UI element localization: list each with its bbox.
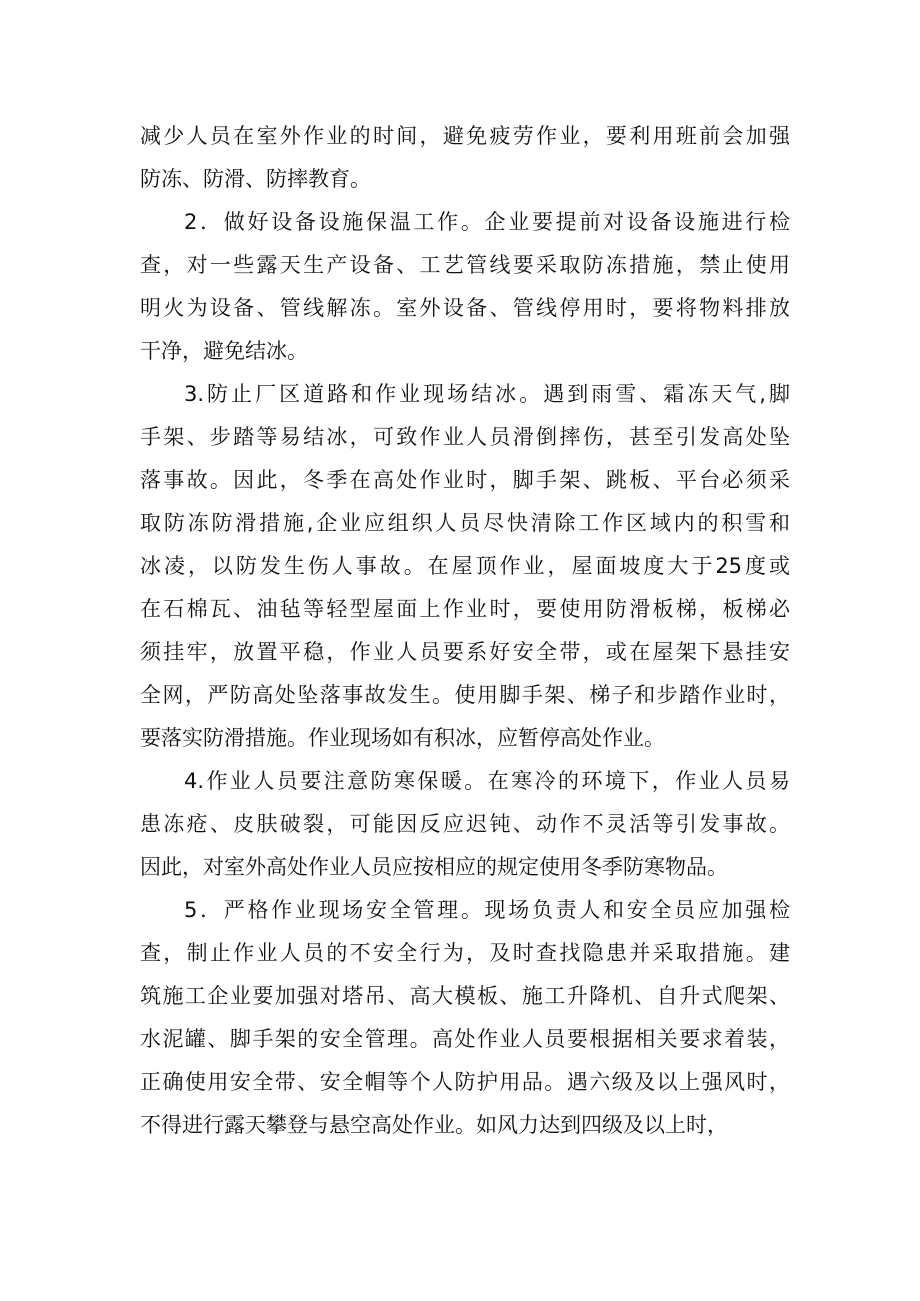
text-line: 须挂牢，放置平稳，作业人员要系好安全带，或在屋架下悬挂安 <box>140 640 790 664</box>
text-line: 查，对一些露天生产设备、工艺管线要采取防冻措施，禁止使用 <box>140 253 790 277</box>
text-line: 不得进行露天攀登与悬空高处作业。如风力达到四级及以上时， <box>140 1113 728 1137</box>
document-body <box>140 115 790 1147</box>
text-line: 减少人员在室外作业的时间，避免疲劳作业，要利用班前会加强 <box>140 124 790 148</box>
text-line: 患冻疮、皮肤破裂，可能因反应迟钝、动作不灵活等引发事故。 <box>140 812 790 836</box>
paragraph <box>140 115 790 201</box>
text-line: 要落实防滑措施。作业现场如有积冰，应暂停高处作业。 <box>140 726 665 750</box>
text-line: 干净，避免结冰。 <box>140 339 308 363</box>
text-line: 筑施工企业要加强对塔吊、高大模板、施工升降机、自升式爬架、 <box>140 984 790 1008</box>
text-line: 3.防止厂区道路和作业现场结冰。遇到雨雪、霜冻天气,脚 <box>184 382 790 406</box>
text-line: 明火为设备、管线解冻。室外设备、管线停用时，要将物料排放 <box>140 296 790 320</box>
text-line: 手架、步踏等易结冰，可致作业人员滑倒摔伤，甚至引发高处坠 <box>140 425 790 449</box>
text-line: 水泥罐、脚手架的安全管理。高处作业人员要根据相关要求着装， <box>140 1027 790 1051</box>
text-line: 冰凌，以防发生伤人事故。在屋顶作业，屋面坡度大于25度或 <box>140 554 790 578</box>
text-line: 2．做好设备设施保温工作。企业要提前对设备设施进行检 <box>184 210 790 234</box>
text-line: 落事故。因此，冬季在高处作业时，脚手架、跳板、平台必须采 <box>140 468 790 492</box>
text-line: 防冻、防滑、防摔教育。 <box>140 167 371 191</box>
paragraph <box>140 201 790 373</box>
text-line: 正确使用安全带、安全帽等个人防护用品。遇六级及以上强风时， <box>140 1070 790 1094</box>
text-line: 取防冻防滑措施,企业应组织人员尽快清除工作区域内的积雪和 <box>140 511 790 535</box>
text-line: 全网，严防高处坠落事故发生。使用脚手架、梯子和步踏作业时， <box>140 683 790 707</box>
text-line: 因此，对室外高处作业人员应按相应的规定使用冬季防寒物品。 <box>140 855 728 879</box>
text-line: 5．严格作业现场安全管理。现场负责人和安全员应加强检 <box>184 898 790 922</box>
text-line: 4.作业人员要注意防寒保暖。在寒冷的环境下，作业人员易 <box>184 769 790 793</box>
text-line: 在石棉瓦、油毡等轻型屋面上作业时，要使用防滑板梯，板梯必 <box>140 597 790 621</box>
paragraph <box>140 889 790 1147</box>
text-line: 查，制止作业人员的不安全行为，及时查找隐患并采取措施。建 <box>140 941 790 965</box>
paragraph <box>140 760 790 889</box>
paragraph <box>140 373 790 760</box>
